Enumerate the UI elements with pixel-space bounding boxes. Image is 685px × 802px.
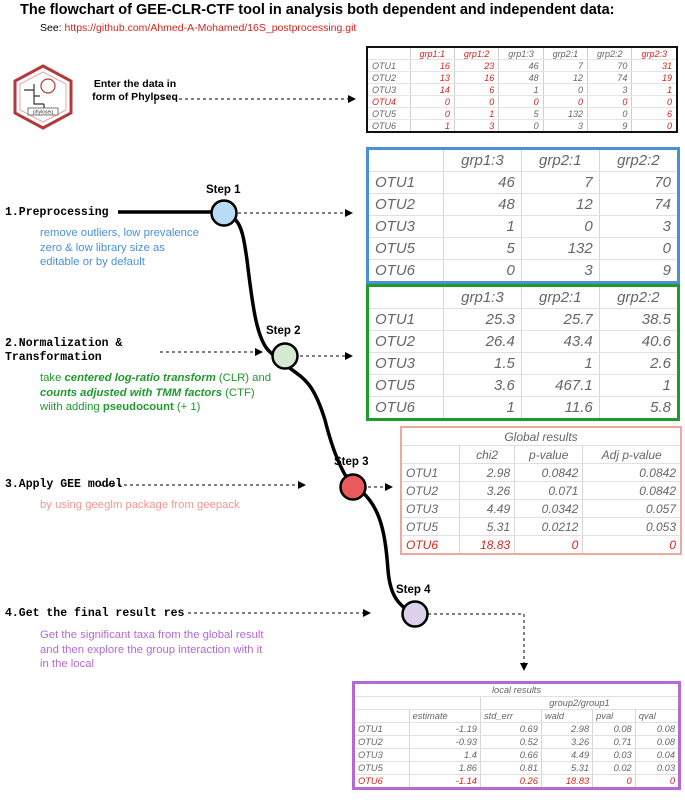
table-row <box>401 536 681 555</box>
table-cell: OTU5 <box>368 375 444 397</box>
table-header-row <box>354 710 680 723</box>
table-cell: OTU3 <box>368 216 444 238</box>
repo-link[interactable]: https://github.com/Ahmed-A-Mohamed/16S_postprocessing.git <box>64 22 357 34</box>
table-cell: OTU1 <box>354 723 410 736</box>
table-cell: 132 <box>521 238 599 260</box>
table-cell: grp2:2 <box>588 47 632 60</box>
table-cell: 14 <box>410 84 454 96</box>
table-cell: 1 <box>410 120 454 133</box>
table-row <box>401 500 681 518</box>
table-cell: 7 <box>543 60 587 72</box>
global-results-table <box>400 426 682 555</box>
table-cell: 5.31 <box>541 762 592 775</box>
table-row <box>354 762 680 775</box>
table-cell: 70 <box>599 172 678 194</box>
table-cell: pval <box>593 710 636 723</box>
table-cell: 0 <box>515 536 583 555</box>
table-cell: OTU4 <box>367 96 410 108</box>
connector-step4 <box>428 614 524 670</box>
table-cell: 2.98 <box>460 464 515 482</box>
table-cell: 0.08 <box>593 723 636 736</box>
table-cell: 11.6 <box>521 397 599 420</box>
table-cell: 0.0212 <box>515 518 583 536</box>
table-cell: OTU6 <box>354 775 410 789</box>
table-cell: 18.83 <box>460 536 515 555</box>
table-header-row <box>368 286 679 309</box>
table-cell: 0 <box>599 238 678 260</box>
table-cell: 0.053 <box>583 518 681 536</box>
stage4-description: Get the significant taxa from the global result and then explore the group interaction with it in the local <box>40 629 264 670</box>
table-cell: OTU2 <box>367 72 410 84</box>
step2-node <box>273 344 298 369</box>
table-cell: 26.4 <box>444 331 522 353</box>
table-cell: 2.6 <box>599 353 678 375</box>
table-cell: OTU2 <box>401 482 460 500</box>
table-cell: 467.1 <box>521 375 599 397</box>
table-cell: 48 <box>444 194 522 216</box>
table-cell: 0 <box>632 120 677 133</box>
table-cell: wald <box>541 710 592 723</box>
step2-label: Step 2 <box>266 325 301 337</box>
table-cell: -0.93 <box>409 736 480 749</box>
table-cell: std_err <box>480 710 541 723</box>
table-cell: 25.7 <box>521 309 599 331</box>
table-cell: 5 <box>499 108 543 120</box>
table-cell: 0.03 <box>635 762 679 775</box>
table-cell: 0.057 <box>583 500 681 518</box>
stage1-title: 1.Preprocessing <box>5 206 109 219</box>
preprocessed-table <box>366 147 680 284</box>
local-results-table <box>352 681 681 790</box>
table-cell: 46 <box>499 60 543 72</box>
table-cell: grp1:3 <box>444 149 522 172</box>
table-cell: 0.08 <box>635 723 679 736</box>
table-cell: 70 <box>588 60 632 72</box>
step4-node <box>403 602 428 627</box>
table-cell: OTU6 <box>368 260 444 283</box>
table-cell: 3.26 <box>460 482 515 500</box>
table-cell: 3 <box>543 120 587 133</box>
table-cell: 1 <box>444 216 522 238</box>
table-row <box>368 194 679 216</box>
table-cell <box>354 697 481 710</box>
table-cell: 9 <box>588 120 632 133</box>
table-cell: -1.14 <box>409 775 480 789</box>
table-row <box>368 172 679 194</box>
table-cell: 0 <box>635 775 679 789</box>
table-row <box>368 353 679 375</box>
table-cell: grp2:3 <box>632 47 677 60</box>
table-cell <box>368 286 444 309</box>
step3-label: Step 3 <box>334 456 369 468</box>
table-row <box>367 120 677 133</box>
table-cell: 0 <box>588 96 632 108</box>
table-row <box>367 84 677 96</box>
table-cell: 1 <box>444 397 522 420</box>
table-cell: 0.26 <box>480 775 541 789</box>
table-cell: OTU2 <box>368 331 444 353</box>
stage1-description: remove outliers, low prevalence zero & low library size as editable or by default <box>40 227 199 268</box>
local-caption-text: local results <box>354 683 680 697</box>
table-cell: qval <box>635 710 679 723</box>
table-cell: 1.4 <box>409 749 480 762</box>
table-cell: 1 <box>454 108 498 120</box>
table-cell: 46 <box>444 172 522 194</box>
table-cell: 6 <box>454 84 498 96</box>
table-cell: 1.5 <box>444 353 522 375</box>
table-cell <box>401 446 460 464</box>
table-cell: OTU1 <box>401 464 460 482</box>
table-cell: OTU3 <box>367 84 410 96</box>
table-cell: grp2:1 <box>521 286 599 309</box>
table-cell: 0.08 <box>635 736 679 749</box>
table-cell: grp2:1 <box>543 47 587 60</box>
table-cell: 0.66 <box>480 749 541 762</box>
table-cell: 0 <box>499 120 543 133</box>
table-cell: 0 <box>444 260 522 283</box>
table-row <box>368 331 679 353</box>
table-cell: 74 <box>588 72 632 84</box>
table-cell: 1 <box>521 353 599 375</box>
raw-data-table <box>366 46 678 133</box>
table-cell: 16 <box>410 60 454 72</box>
table-cell: grp2:1 <box>521 149 599 172</box>
local-subcaption-row <box>354 697 680 710</box>
svg-text:phyloseq: phyloseq <box>32 109 54 116</box>
table-cell: 7 <box>521 172 599 194</box>
table-cell: 6 <box>632 108 677 120</box>
table-cell: estimate <box>409 710 480 723</box>
table-cell: grp2:2 <box>599 286 678 309</box>
table-row <box>401 464 681 482</box>
table-cell: 16 <box>454 72 498 84</box>
table-cell: 0.03 <box>593 749 636 762</box>
table-header-row <box>368 149 679 172</box>
table-cell: OTU3 <box>354 749 410 762</box>
table-cell: 0 <box>593 775 636 789</box>
table-cell: OTU6 <box>367 120 410 133</box>
table-cell: chi2 <box>460 446 515 464</box>
table-cell <box>354 710 410 723</box>
table-cell: 132 <box>543 108 587 120</box>
table-cell: 25.3 <box>444 309 522 331</box>
stage2-description: take centered log-ratio transform (CLR) and counts adjusted with TMM factors (CTF) wiith adding pseudocount (+ 1) <box>40 372 272 413</box>
table-row <box>401 482 681 500</box>
table-cell: 1 <box>632 84 677 96</box>
table-cell: 0 <box>521 216 599 238</box>
table-cell: Adj p-value <box>583 446 681 464</box>
table-cell: 12 <box>521 194 599 216</box>
table-cell: grp2:2 <box>599 149 678 172</box>
table-cell: 5.8 <box>599 397 678 420</box>
table-row <box>401 518 681 536</box>
table-cell: 48 <box>499 72 543 84</box>
table-cell: 38.5 <box>599 309 678 331</box>
normalized-table <box>366 284 680 421</box>
table-cell: 4.49 <box>541 749 592 762</box>
table-cell: 0.02 <box>593 762 636 775</box>
table-cell: grp1:1 <box>410 47 454 60</box>
table-cell: 9 <box>599 260 678 283</box>
enter-data-label: Enter the data in form of Phyloseq <box>92 78 178 103</box>
table-cell: 0.0842 <box>583 464 681 482</box>
table-cell: 40.6 <box>599 331 678 353</box>
stage3-title: 3.Apply GEE model <box>5 478 123 491</box>
table-cell: p-value <box>515 446 583 464</box>
table-cell: grp1:2 <box>454 47 498 60</box>
table-cell: OTU2 <box>368 194 444 216</box>
table-row <box>354 736 680 749</box>
table-cell: 3 <box>599 216 678 238</box>
table-cell: 3 <box>588 84 632 96</box>
table-cell: 23 <box>454 60 498 72</box>
global-caption <box>401 427 681 446</box>
table-header-row <box>367 47 677 60</box>
table-cell: 1 <box>499 84 543 96</box>
table-cell: OTU1 <box>368 309 444 331</box>
table-cell: 1.86 <box>409 762 480 775</box>
table-cell: OTU6 <box>401 536 460 555</box>
table-cell: OTU1 <box>367 60 410 72</box>
table-cell: 0 <box>454 96 498 108</box>
table-cell: OTU3 <box>368 353 444 375</box>
table-cell: OTU5 <box>368 238 444 260</box>
table-row <box>368 397 679 420</box>
table-row <box>354 749 680 762</box>
table-cell: OTU5 <box>354 762 410 775</box>
table-cell: 0 <box>499 96 543 108</box>
table-cell <box>367 47 410 60</box>
table-cell: 0.52 <box>480 736 541 749</box>
table-cell: 0 <box>583 536 681 555</box>
local-caption <box>354 683 680 697</box>
table-cell: OTU5 <box>401 518 460 536</box>
table-cell: 1 <box>599 375 678 397</box>
page-title: The flowchart of GEE-CLR-CTF tool in analysis both dependent and independent data: <box>20 2 615 18</box>
table-cell: 0 <box>632 96 677 108</box>
table-cell: 0.0842 <box>515 464 583 482</box>
local-subcaption: group2/group1 <box>480 697 679 710</box>
table-cell: 3 <box>521 260 599 283</box>
table-cell: 19 <box>632 72 677 84</box>
table-cell: 3.6 <box>444 375 522 397</box>
table-cell: 12 <box>543 72 587 84</box>
table-row <box>368 260 679 283</box>
step4-label: Step 4 <box>396 584 431 596</box>
table-cell: grp1:3 <box>444 286 522 309</box>
table-header-row <box>401 446 681 464</box>
table-cell: 5 <box>444 238 522 260</box>
table-cell: 0.071 <box>515 482 583 500</box>
table-cell: 2.98 <box>541 723 592 736</box>
table-row <box>367 72 677 84</box>
table-row <box>354 723 680 736</box>
table-cell: grp1:3 <box>499 47 543 60</box>
table-row <box>368 375 679 397</box>
table-cell: 31 <box>632 60 677 72</box>
table-cell: OTU6 <box>368 397 444 420</box>
stage2-title-line2: Transformation <box>5 351 102 364</box>
table-row <box>368 216 679 238</box>
stage2-title-line1: 2.Normalization & <box>5 337 123 350</box>
table-cell: OTU2 <box>354 736 410 749</box>
table-cell: OTU5 <box>367 108 410 120</box>
table-cell: 0 <box>543 84 587 96</box>
stage4-title: 4.Get the final result res <box>5 607 185 620</box>
see-prefix: See: <box>40 22 65 34</box>
table-cell: 18.83 <box>541 775 592 789</box>
step1-node <box>212 201 237 226</box>
table-row <box>354 775 680 789</box>
table-cell: 5.31 <box>460 518 515 536</box>
table-row <box>368 309 679 331</box>
table-cell: 0.0342 <box>515 500 583 518</box>
table-cell: OTU1 <box>368 172 444 194</box>
table-cell: 13 <box>410 72 454 84</box>
table-row <box>367 96 677 108</box>
table-cell: 0 <box>410 108 454 120</box>
table-cell: 3 <box>454 120 498 133</box>
stage3-description: by using geeglm package from geepack <box>40 499 240 511</box>
table-row <box>367 108 677 120</box>
table-cell: 0 <box>410 96 454 108</box>
table-cell: 0.04 <box>635 749 679 762</box>
global-caption-text: Global results <box>401 427 681 446</box>
table-cell <box>368 149 444 172</box>
table-cell: 0.81 <box>480 762 541 775</box>
table-row <box>368 238 679 260</box>
table-cell: 0.0842 <box>583 482 681 500</box>
table-cell: 74 <box>599 194 678 216</box>
table-cell: 0 <box>543 96 587 108</box>
table-cell: 0 <box>588 108 632 120</box>
step1-label: Step 1 <box>206 184 241 196</box>
table-cell: OTU3 <box>401 500 460 518</box>
table-cell: 0.69 <box>480 723 541 736</box>
table-cell: 3.26 <box>541 736 592 749</box>
table-cell: 0.71 <box>593 736 636 749</box>
table-cell: -1.19 <box>409 723 480 736</box>
phyloseq-logo-icon <box>10 64 76 130</box>
table-cell: 43.4 <box>521 331 599 353</box>
step3-node <box>341 475 366 500</box>
table-row <box>367 60 677 72</box>
table-cell: 4.49 <box>460 500 515 518</box>
